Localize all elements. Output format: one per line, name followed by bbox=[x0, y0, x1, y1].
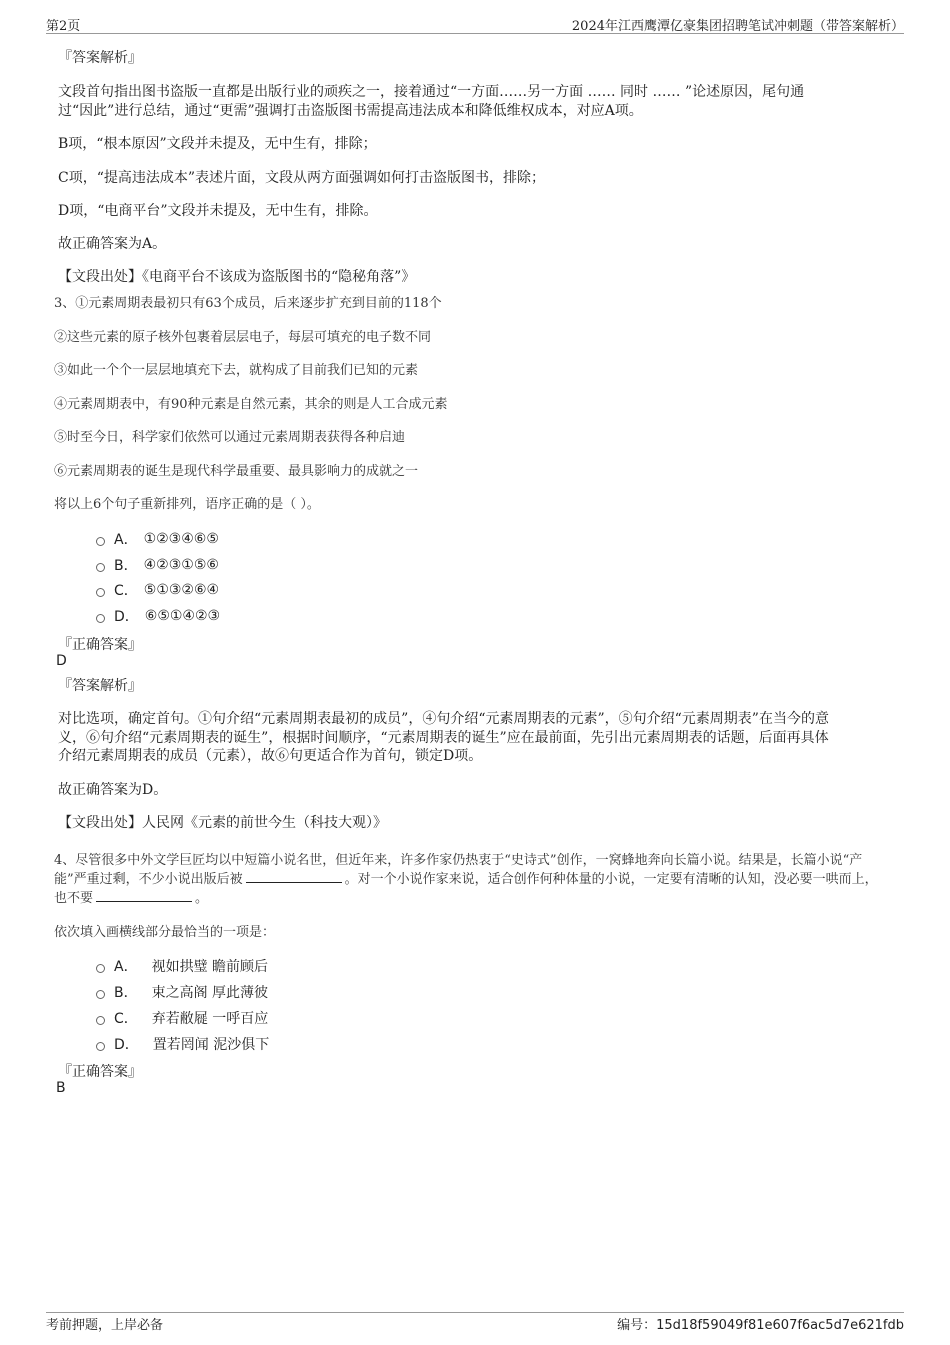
option-text: 置若罔闻 泥沙俱下 bbox=[152, 1037, 270, 1053]
option-letter: C． bbox=[114, 583, 138, 599]
page-header bbox=[46, 14, 904, 34]
q3-option-d[interactable] bbox=[96, 606, 220, 626]
q2-source: 【文段出处】《电商平台不该成为盗版图书的“隐秘角落”》 bbox=[58, 269, 416, 285]
option-letter: B． bbox=[114, 558, 138, 574]
q2-conclusion: 故正确答案为A。 bbox=[58, 236, 167, 252]
q3-option-c[interactable] bbox=[96, 580, 219, 600]
header-divider bbox=[46, 33, 904, 34]
q2-analysis-line2: 过“因此”进行总结，通过“更需”强调打击盗版图书需提高违法成本和降低维权成本，对应A项。 bbox=[58, 103, 643, 119]
q4-stem-line2 bbox=[54, 868, 878, 887]
q3-conclusion: 故正确答案为D。 bbox=[58, 782, 168, 798]
option-letter: D． bbox=[114, 1037, 139, 1053]
radio-icon[interactable] bbox=[96, 964, 105, 973]
q3-analysis-line3: 介绍元素周期表的成员（元素），故⑥句更适合作为首句，锁定D项。 bbox=[58, 748, 483, 764]
option-letter: A． bbox=[114, 532, 138, 548]
q4-stem-line2-a: 能”严重过剩，不少小说出版后被 bbox=[54, 872, 243, 887]
q4-stem-line3-a: 也不要 bbox=[54, 891, 94, 906]
q3-option-a[interactable] bbox=[96, 529, 219, 549]
page-number: 第2页 bbox=[46, 19, 81, 34]
q4-stem-line1: 4、尽管很多中外文学巨匠均以中短篇小说名世，但近年来，许多作家仍热衷于“史诗式”创作，一窝蜂地奔向长篇小说。结果是，长篇小说“产 bbox=[54, 853, 863, 868]
footer-code-wrap bbox=[617, 1314, 904, 1333]
option-text: 束之高阁 厚此薄彼 bbox=[151, 985, 269, 1001]
footer-divider bbox=[46, 1312, 904, 1313]
q3-sentence-3: ③如此一个个一层层地填充下去，就构成了目前我们已知的元素 bbox=[54, 363, 419, 378]
q3-sentence-1: 3、①元素周期表最初只有63个成员，后来逐步扩充到目前的118个 bbox=[54, 296, 442, 311]
option-text: 视如拱璧 瞻前顾后 bbox=[151, 959, 269, 975]
q4-stem-line3-b: 。 bbox=[195, 891, 209, 906]
q4-option-b[interactable] bbox=[96, 982, 268, 1002]
option-text: ⑥⑤①④②③ bbox=[144, 608, 221, 624]
option-letter: A． bbox=[114, 959, 138, 975]
page-footer bbox=[46, 1314, 904, 1333]
q3-sentence-4: ④元素周期表中，有90种元素是自然元素，其余的则是人工合成元素 bbox=[54, 397, 448, 412]
footer-slogan: 考前押题，上岸必备 bbox=[46, 1318, 164, 1333]
q4-prompt: 依次填入画横线部分最恰当的一项是： bbox=[54, 925, 276, 940]
q3-sentence-6: ⑥元素周期表的诞生是现代科学最重要、最具影响力的成就之一 bbox=[54, 464, 419, 479]
q2-analysis-c: C项，“提高违法成本”表述片面，文段从两方面强调如何打击盗版图书，排除； bbox=[58, 170, 546, 186]
q2-analysis-label: 『答案解析』 bbox=[58, 50, 142, 66]
q4-answer: B bbox=[56, 1080, 66, 1096]
q2-analysis-d: D项，“电商平台”文段并未提及，无中生有，排除。 bbox=[58, 203, 378, 219]
radio-icon[interactable] bbox=[96, 537, 105, 546]
option-text: ④②③①⑤⑥ bbox=[143, 557, 219, 573]
footer-code: 15d18f59049f81e607f6ac5d7e621fdb bbox=[656, 1318, 904, 1333]
option-text: 弃若敝屣 一呼百应 bbox=[151, 1011, 269, 1027]
document-title: 2024年江西鹰潭亿豪集团招聘笔试冲刺题（带答案解析） bbox=[571, 19, 904, 34]
q3-analysis-line2: 义，⑥句介绍“元素周期表的诞生”，根据时间顺序，“元素周期表的诞生”应在最前面，先引出元素周期表的话题，后面再具体 bbox=[58, 730, 829, 746]
q2-analysis-line1: 文段首句指出图书盗版一直都是出版行业的顽疾之一，接着通过“一方面……另一方面 …… 同时 …… ”论述原因，尾句通 bbox=[58, 84, 805, 100]
fill-blank-2 bbox=[96, 890, 192, 902]
option-text: ①②③④⑥⑤ bbox=[143, 531, 219, 547]
q2-analysis-b: B项，“根本原因”文段并未提及，无中生有，排除； bbox=[58, 136, 377, 152]
q4-stem-line3 bbox=[54, 887, 208, 906]
radio-icon[interactable] bbox=[96, 614, 105, 623]
option-letter: D． bbox=[114, 609, 139, 625]
q3-answer-label: 『正确答案』 bbox=[58, 637, 142, 653]
q4-option-d[interactable] bbox=[96, 1034, 269, 1054]
q3-source: 【文段出处】人民网《元素的前世今生（科技大观）》 bbox=[58, 815, 387, 831]
q3-analysis-label: 『答案解析』 bbox=[58, 678, 142, 694]
radio-icon[interactable] bbox=[96, 1042, 105, 1051]
q3-sentence-2: ②这些元素的原子核外包裹着层层电子，每层可填充的电子数不同 bbox=[54, 330, 432, 345]
q4-option-c[interactable] bbox=[96, 1008, 268, 1028]
fill-blank-1 bbox=[246, 871, 342, 883]
q3-prompt: 将以上6个句子重新排列，语序正确的是（ ）。 bbox=[54, 497, 320, 512]
radio-icon[interactable] bbox=[96, 563, 105, 572]
radio-icon[interactable] bbox=[96, 588, 105, 597]
q4-option-a[interactable] bbox=[96, 956, 268, 976]
q4-answer-label: 『正确答案』 bbox=[58, 1064, 142, 1080]
q3-analysis-line1: 对比选项，确定首句。①句介绍“元素周期表最初的成员”，④句介绍“元素周期表的元素”，⑤句介绍“元素周期表”在当今的意 bbox=[58, 711, 829, 727]
option-letter: B． bbox=[114, 985, 138, 1001]
radio-icon[interactable] bbox=[96, 990, 105, 999]
q3-option-b[interactable] bbox=[96, 555, 219, 575]
option-letter: C． bbox=[114, 1011, 138, 1027]
option-text: ⑤①③②⑥④ bbox=[143, 582, 220, 598]
q3-sentence-5: ⑤时至今日，科学家们依然可以通过元素周期表获得各种启迪 bbox=[54, 430, 406, 445]
q3-answer: D bbox=[56, 653, 67, 669]
radio-icon[interactable] bbox=[96, 1016, 105, 1025]
footer-code-label: 编号： bbox=[617, 1318, 657, 1333]
q4-stem-line2-b: 。对一个小说作家来说，适合创作何种体量的小说，一定要有清晰的认知，没必要一哄而上， bbox=[344, 872, 878, 887]
